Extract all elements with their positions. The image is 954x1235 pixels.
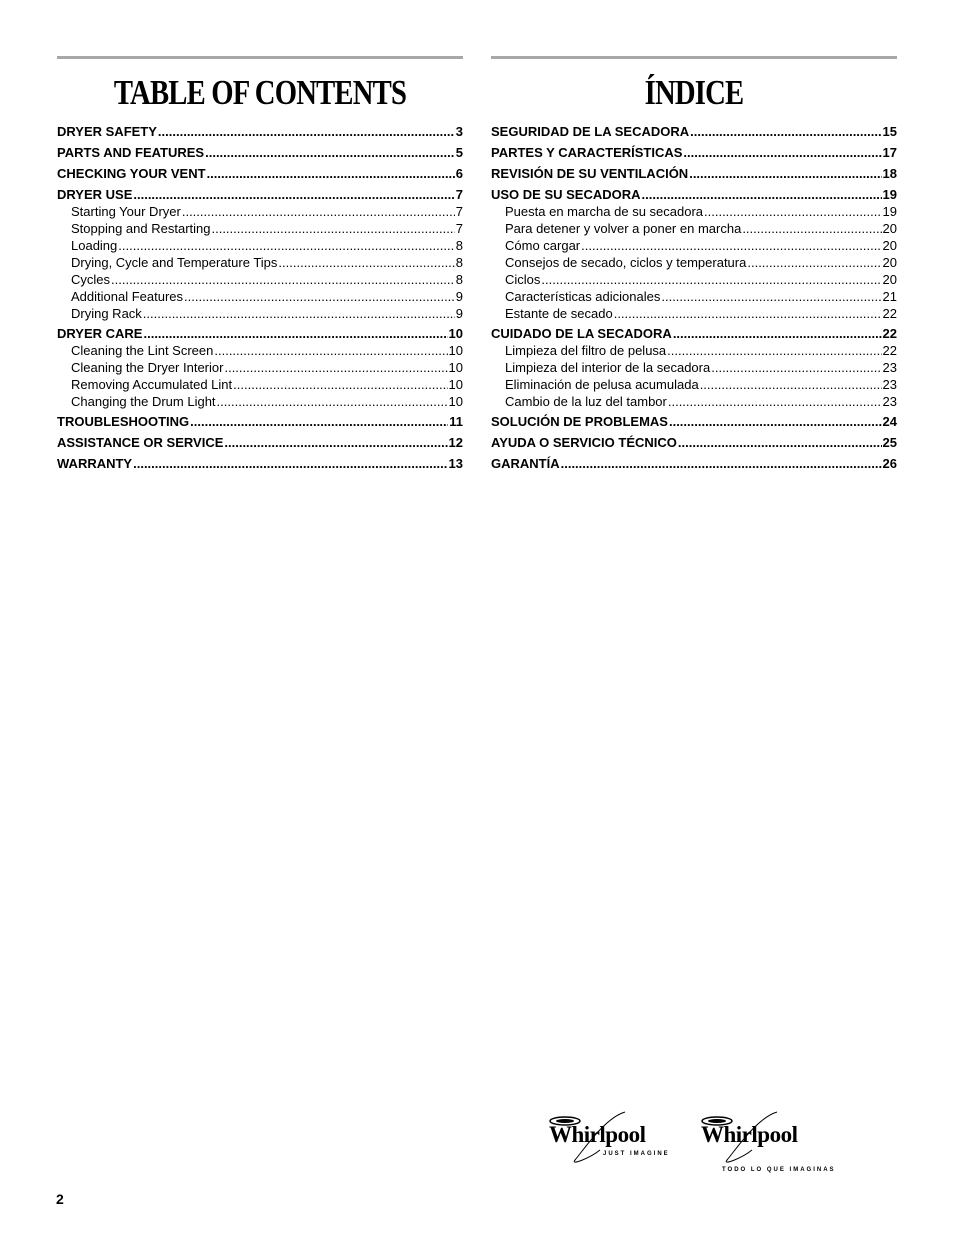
- spanish-toc-column: [491, 56, 897, 472]
- spanish-toc-list: [491, 123, 897, 472]
- toc-subsection-entry: [491, 393, 897, 410]
- toc-page-number: 18: [882, 166, 897, 181]
- toc-subsection-entry: [57, 376, 463, 393]
- toc-page-number: 20: [882, 272, 897, 287]
- toc-entry-label: Starting Your Dryer: [71, 204, 181, 219]
- toc-page-number: 17: [882, 145, 897, 160]
- toc-subsection-entry: [57, 288, 463, 305]
- toc-entry-label: DRYER CARE: [57, 326, 143, 341]
- toc-entry-label: Limpieza del filtro de pelusa: [505, 343, 667, 358]
- dot-leader: [704, 203, 882, 220]
- dot-leader: [182, 203, 455, 220]
- toc-entry-label: PARTS AND FEATURES: [57, 145, 205, 160]
- dot-leader: [158, 123, 455, 140]
- toc-entry-label: CHECKING YOUR VENT: [57, 166, 206, 181]
- whirlpool-logo-spanish: [697, 1108, 837, 1178]
- dot-leader: [673, 325, 882, 342]
- top-rule: [57, 56, 463, 59]
- dot-leader: [678, 434, 882, 451]
- dot-leader: [711, 359, 881, 376]
- toc-subsection-entry: [491, 271, 897, 288]
- toc-page-number: 10: [448, 394, 463, 409]
- toc-page-number: 8: [455, 255, 463, 270]
- toc-section-entry: [57, 413, 463, 430]
- toc-section-entry: [491, 455, 897, 472]
- toc-section-entry: [491, 123, 897, 140]
- toc-entry-label: AYUDA O SERVICIO TÉCNICO: [491, 435, 677, 450]
- dot-leader: [217, 393, 448, 410]
- logo-tagline-english: JUST IMAGINE: [603, 1151, 670, 1157]
- toc-section-entry: [57, 123, 463, 140]
- toc-page-number: 10: [448, 343, 463, 358]
- dot-leader: [214, 342, 447, 359]
- toc-subsection-entry: [491, 254, 897, 271]
- toc-entry-label: Cycles: [71, 272, 111, 287]
- toc-section-entry: [57, 165, 463, 182]
- toc-page-number: 9: [455, 306, 463, 321]
- whirlpool-brand-text: Whirlpool: [701, 1122, 798, 1147]
- toc-entry-label: Changing the Drum Light: [71, 394, 216, 409]
- toc-entry-label: Cleaning the Lint Screen: [71, 343, 214, 358]
- toc-entry-label: DRYER SAFETY: [57, 124, 157, 139]
- whirlpool-logo-english: [545, 1108, 685, 1168]
- dot-leader: [642, 186, 882, 203]
- toc-section-entry: [57, 186, 463, 203]
- toc-entry-label: Características adicionales: [505, 289, 661, 304]
- toc-page-number: 22: [882, 306, 897, 321]
- toc-page-number: 19: [882, 187, 897, 202]
- toc-page-number: 11: [449, 414, 463, 429]
- dot-leader: [207, 165, 455, 182]
- toc-subsection-entry: [57, 305, 463, 322]
- toc-entry-label: Loading: [71, 238, 118, 253]
- dot-leader: [111, 271, 455, 288]
- toc-subsection-entry: [491, 220, 897, 237]
- dot-leader: [700, 376, 882, 393]
- toc-page-number: 22: [882, 343, 897, 358]
- toc-entry-label: TROUBLESHOOTING: [57, 414, 190, 429]
- toc-page-number: 23: [882, 360, 897, 375]
- dot-leader: [683, 144, 881, 161]
- toc-subsection-entry: [491, 342, 897, 359]
- toc-subsection-entry: [57, 393, 463, 410]
- dot-leader: [690, 123, 881, 140]
- toc-section-entry: [491, 434, 897, 451]
- toc-entry-label: Drying, Cycle and Temperature Tips: [71, 255, 278, 270]
- whirlpool-brand-text: Whirlpool: [549, 1122, 646, 1147]
- toc-entry-label: Estante de secado: [505, 306, 613, 321]
- toc-section-entry: [491, 165, 897, 182]
- toc-page-number: 26: [882, 456, 897, 471]
- toc-subsection-entry: [491, 305, 897, 322]
- dot-leader: [184, 288, 455, 305]
- english-toc-column: [57, 56, 463, 472]
- toc-entry-label: Stopping and Restarting: [71, 221, 211, 236]
- toc-entry-label: Additional Features: [71, 289, 184, 304]
- toc-page-number: 7: [455, 221, 463, 236]
- toc-entry-label: CUIDADO DE LA SECADORA: [491, 326, 672, 341]
- dot-leader: [747, 254, 881, 271]
- toc-page-number: 5: [455, 145, 463, 160]
- toc-page-number: 23: [882, 377, 897, 392]
- toc-subsection-entry: [491, 376, 897, 393]
- toc-entry-label: ASSISTANCE OR SERVICE: [57, 435, 224, 450]
- toc-page-number: 23: [882, 394, 897, 409]
- dot-leader: [224, 434, 447, 451]
- toc-page-number: 13: [448, 456, 463, 471]
- toc-subsection-entry: [57, 203, 463, 220]
- toc-subsection-entry: [491, 288, 897, 305]
- toc-page-number: 25: [882, 435, 897, 450]
- toc-entry-label: GARANTÍA: [491, 456, 560, 471]
- toc-page-number: 12: [448, 435, 463, 450]
- toc-subsection-entry: [57, 342, 463, 359]
- dot-leader: [224, 359, 447, 376]
- toc-subsection-entry: [57, 359, 463, 376]
- dot-leader: [133, 455, 447, 472]
- toc-subsection-entry: [57, 237, 463, 254]
- toc-section-entry: [491, 144, 897, 161]
- dot-leader: [143, 305, 455, 322]
- dot-leader: [190, 413, 448, 430]
- toc-entry-label: SEGURIDAD DE LA SECADORA: [491, 124, 690, 139]
- toc-page-number: 20: [882, 255, 897, 270]
- toc-entry-label: SOLUCIÓN DE PROBLEMAS: [491, 414, 668, 429]
- toc-entry-label: USO DE SU SECADORA: [491, 187, 641, 202]
- toc-entry-label: Removing Accumulated Lint: [71, 377, 233, 392]
- toc-page-number: 10: [448, 377, 463, 392]
- toc-entry-label: Cambio de la luz del tambor: [505, 394, 667, 409]
- toc-entry-label: Consejos de secado, ciclos y temperatura: [505, 255, 747, 270]
- toc-subsection-entry: [491, 359, 897, 376]
- top-rule: [491, 56, 897, 59]
- toc-page-number: 9: [455, 289, 463, 304]
- english-toc-heading: TABLE OF CONTENTS: [113, 73, 407, 112]
- toc-page-number: 24: [882, 414, 897, 429]
- dot-leader: [541, 271, 881, 288]
- toc-page-number: 22: [882, 326, 897, 341]
- toc-section-entry: [57, 434, 463, 451]
- toc-entry-label: Limpieza del interior de la secadora: [505, 360, 711, 375]
- dot-leader: [742, 220, 881, 237]
- toc-entry-label: DRYER USE: [57, 187, 133, 202]
- toc-entry-label: PARTES Y CARACTERÍSTICAS: [491, 145, 683, 160]
- toc-entry-label: Para detener y volver a poner en marcha: [505, 221, 742, 236]
- toc-entry-label: WARRANTY: [57, 456, 133, 471]
- toc-page-number: 20: [882, 238, 897, 253]
- toc-subsection-entry: [491, 203, 897, 220]
- dot-leader: [211, 220, 454, 237]
- toc-subsection-entry: [57, 254, 463, 271]
- toc-section-entry: [57, 144, 463, 161]
- toc-page-number: 10: [448, 360, 463, 375]
- toc-entry-label: Cleaning the Dryer Interior: [71, 360, 224, 375]
- toc-section-entry: [491, 186, 897, 203]
- english-toc-list: [57, 123, 463, 472]
- toc-subsection-entry: [57, 220, 463, 237]
- toc-page-number: 7: [455, 204, 463, 219]
- toc-entry-label: Cómo cargar: [505, 238, 581, 253]
- toc-section-entry: [57, 325, 463, 342]
- dot-leader: [661, 288, 881, 305]
- toc-entry-label: Ciclos: [505, 272, 541, 287]
- dot-leader: [233, 376, 447, 393]
- toc-page-number: 8: [455, 238, 463, 253]
- toc-subsection-entry: [491, 237, 897, 254]
- dot-leader: [561, 455, 882, 472]
- toc-page-number: 15: [882, 124, 897, 139]
- toc-section-entry: [491, 413, 897, 430]
- toc-section-entry: [491, 325, 897, 342]
- toc-section-entry: [57, 455, 463, 472]
- dot-leader: [581, 237, 881, 254]
- toc-entry-label: REVISIÓN DE SU VENTILACIÓN: [491, 166, 689, 181]
- dot-leader: [668, 393, 882, 410]
- spanish-toc-heading: ÍNDICE: [644, 73, 744, 112]
- dot-leader: [667, 342, 881, 359]
- dot-leader: [669, 413, 882, 430]
- toc-page-number: 7: [455, 187, 463, 202]
- toc-subsection-entry: [57, 271, 463, 288]
- dot-leader: [689, 165, 881, 182]
- toc-entry-label: Eliminación de pelusa acumulada: [505, 377, 699, 392]
- dot-leader: [614, 305, 882, 322]
- toc-entry-label: Puesta en marcha de su secadora: [505, 204, 704, 219]
- page-number: 2: [56, 1191, 64, 1207]
- logo-tagline-spanish: TODO LO QUE IMAGINAS: [722, 1167, 836, 1173]
- toc-page-number: 21: [882, 289, 897, 304]
- toc-page-number: 6: [455, 166, 463, 181]
- toc-entry-label: Drying Rack: [71, 306, 142, 321]
- toc-page-number: 8: [455, 272, 463, 287]
- dot-leader: [278, 254, 454, 271]
- toc-page-number: 20: [882, 221, 897, 236]
- dot-leader: [118, 237, 454, 254]
- dot-leader: [133, 186, 454, 203]
- toc-page-number: 19: [882, 204, 897, 219]
- dot-leader: [143, 325, 447, 342]
- toc-page-number: 3: [455, 124, 463, 139]
- toc-page-number: 10: [448, 326, 463, 341]
- dot-leader: [205, 144, 455, 161]
